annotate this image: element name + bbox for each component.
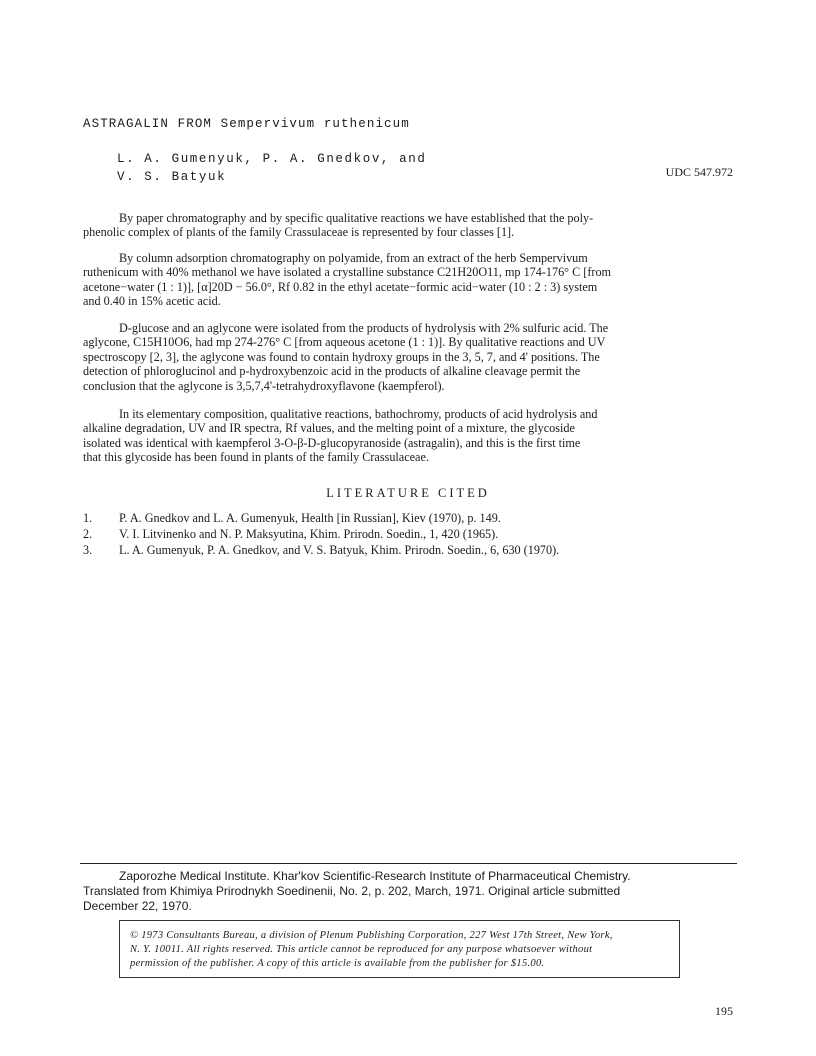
literature-heading: LITERATURE CITED: [326, 486, 490, 500]
reference-text: P. A. Gnedkov and L. A. Gumenyuk, Health [in Russian], Kiev (1970), p. 149.: [119, 511, 501, 525]
p3-line: conclusion that the aglycone is 3,5,7,4'-tetrahydroxyflavone (kaempferol).: [83, 378, 445, 393]
reference-number: 1.: [83, 511, 93, 525]
p2-line: and 0.40 in 15% acetic acid.: [83, 294, 221, 309]
p4-line: alkaline degradation, UV and IR spectra, Rf values, and the melting point of a mixture, the glycoside: [83, 421, 575, 436]
paragraph-4: [83, 407, 734, 465]
affiliation-line: Translated from Khimiya Prirodnykh Soedinenii, No. 2, p. 202, March, 1971. Original article submitted: [83, 884, 621, 898]
paragraph-3: [83, 321, 734, 393]
reference-number: 2.: [83, 527, 93, 541]
authors-line-2: V. S. Batyuk: [117, 170, 227, 184]
reference-item: [83, 511, 501, 526]
copyright-line: © 1973 Consultants Bureau, a division of Plenum Publishing Corporation, 227 West 17th Street, New York,: [130, 930, 613, 941]
p3-line: aglycone, C15H10O6, had mp 274-276° C [from aqueous acetone (1 : 1)]. By qualitative reactions and UV: [83, 335, 606, 350]
udc-code: UDC 547.972: [665, 165, 733, 179]
p4-line: that this glycoside has been found in plants of the family Crassulaceae.: [83, 450, 429, 465]
reference-text: V. I. Litvinenko and N. P. Maksyutina, Khim. Prirodn. Soedin., 1, 420 (1965).: [119, 527, 499, 541]
paragraph-2: [83, 251, 734, 309]
affiliation-line: Zaporozhe Medical Institute. Khar'kov Scientific-Research Institute of Pharmaceutical Chemistry.: [119, 869, 631, 883]
p3-line: detection of phloroglucinol and p-hydroxybenzoic acid in the products of alkaline cleavage permit the: [83, 364, 581, 379]
p4-line: In its elementary composition, qualitative reactions, bathochromy, products of acid hydrolysis and: [119, 407, 598, 421]
article-title: ASTRAGALIN FROM Sempervivum ruthenicum: [83, 117, 410, 131]
affiliation-block: [83, 869, 734, 914]
authors-line-1: L. A. Gumenyuk, P. A. Gnedkov, and: [117, 152, 427, 166]
reference-text: L. A. Gumenyuk, P. A. Gnedkov, and V. S. Batyuk, Khim. Prirodn. Soedin., 6, 630 (1970).: [119, 543, 560, 557]
reference-number: 3.: [83, 543, 93, 557]
reference-item: [83, 527, 498, 542]
copyright-line: permission of the publisher. A copy of this article is available from the publisher for $15.00.: [130, 958, 545, 969]
p2-line: acetone−water (1 : 1)], [α]20D − 56.0°, Rf 0.82 in the ethyl acetate−formic acid−water (10 : 2 : 3) system: [83, 279, 598, 294]
p3-line: spectroscopy [2, 3], the aglycone was found to contain hydroxy groups in the 3, 5, 7, and 4' positions. The: [83, 349, 600, 364]
p2-line: ruthenicum with 40% methanol we have isolated a crystalline substance C21H20O11, mp 174-176° C [from: [83, 265, 612, 280]
page-number: 195: [715, 1004, 733, 1018]
p2-line: By column adsorption chromatography on polyamide, from an extract of the herb Sempervivum: [119, 251, 588, 265]
reference-item: [83, 543, 559, 558]
footer-divider: [80, 863, 737, 864]
p3-line: D-glucose and an aglycone were isolated from the products of hydrolysis with 2% sulfuric acid. The: [119, 321, 609, 335]
copyright-box: [119, 920, 680, 978]
author-list: [117, 150, 426, 186]
paragraph-1: [83, 211, 734, 240]
p1-line: By paper chromatography and by specific qualitative reactions we have established that the poly-: [119, 211, 594, 225]
copyright-line: N. Y. 10011. All rights reserved. This article cannot be reproduced for any purpose whatsoever without: [130, 944, 593, 955]
p1-line: phenolic complex of plants of the family Crassulaceae is represented by four classes [1].: [83, 225, 515, 240]
affiliation-line: December 22, 1970.: [83, 899, 192, 913]
p4-line: isolated was identical with kaempferol 3-O-β-D-glucopyranoside (astragalin), and this is the first time: [83, 435, 581, 450]
